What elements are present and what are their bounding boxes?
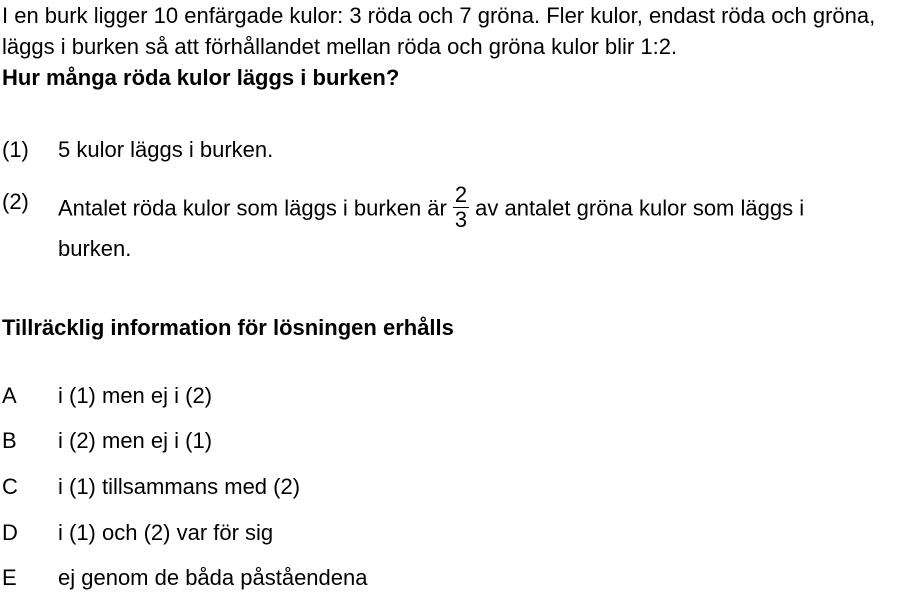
fraction-denominator: 3: [454, 207, 468, 232]
option-letter: D: [2, 520, 18, 545]
option-text: i (1) och (2) var för sig: [58, 520, 274, 545]
problem-intro-block: [2, 0, 898, 93]
option-text: i (1) tillsammans med (2): [58, 474, 301, 499]
option-text: i (2) men ej i (1): [58, 428, 213, 453]
problem-question: Hur många röda kulor läggs i burken?: [2, 65, 400, 90]
statement-text-after: av antalet gröna kulor som läggs i: [475, 195, 805, 221]
statement-number: (2): [2, 189, 29, 214]
option-letter: A: [2, 383, 17, 408]
option-letter: C: [2, 474, 18, 499]
sufficiency-heading: Tillräcklig information för lösningen erhålls: [2, 315, 454, 340]
statement-text: 5 kulor läggs i burken.: [58, 137, 274, 162]
statement-text-wrap: burken.: [58, 236, 132, 261]
problem-intro: I en burk ligger 10 enfärgade kulor: 3 röda och 7 gröna. Fler kulor, endast röda och gröna, läggs i burken så att förhållandet mellan röda och gröna kulor blir 1:2.: [2, 3, 876, 59]
statement-text: [58, 182, 898, 265]
fraction-numerator: 2: [454, 182, 468, 207]
option-letter: E: [2, 565, 17, 590]
fraction: [453, 184, 469, 231]
statement-text-before: Antalet röda kulor som läggs i burken är: [58, 195, 447, 221]
option-text: i (1) men ej i (2): [58, 383, 213, 408]
statement-number: (1): [2, 137, 29, 162]
option-text: ej genom de båda påståendena: [58, 565, 368, 590]
option-letter: B: [2, 428, 17, 453]
